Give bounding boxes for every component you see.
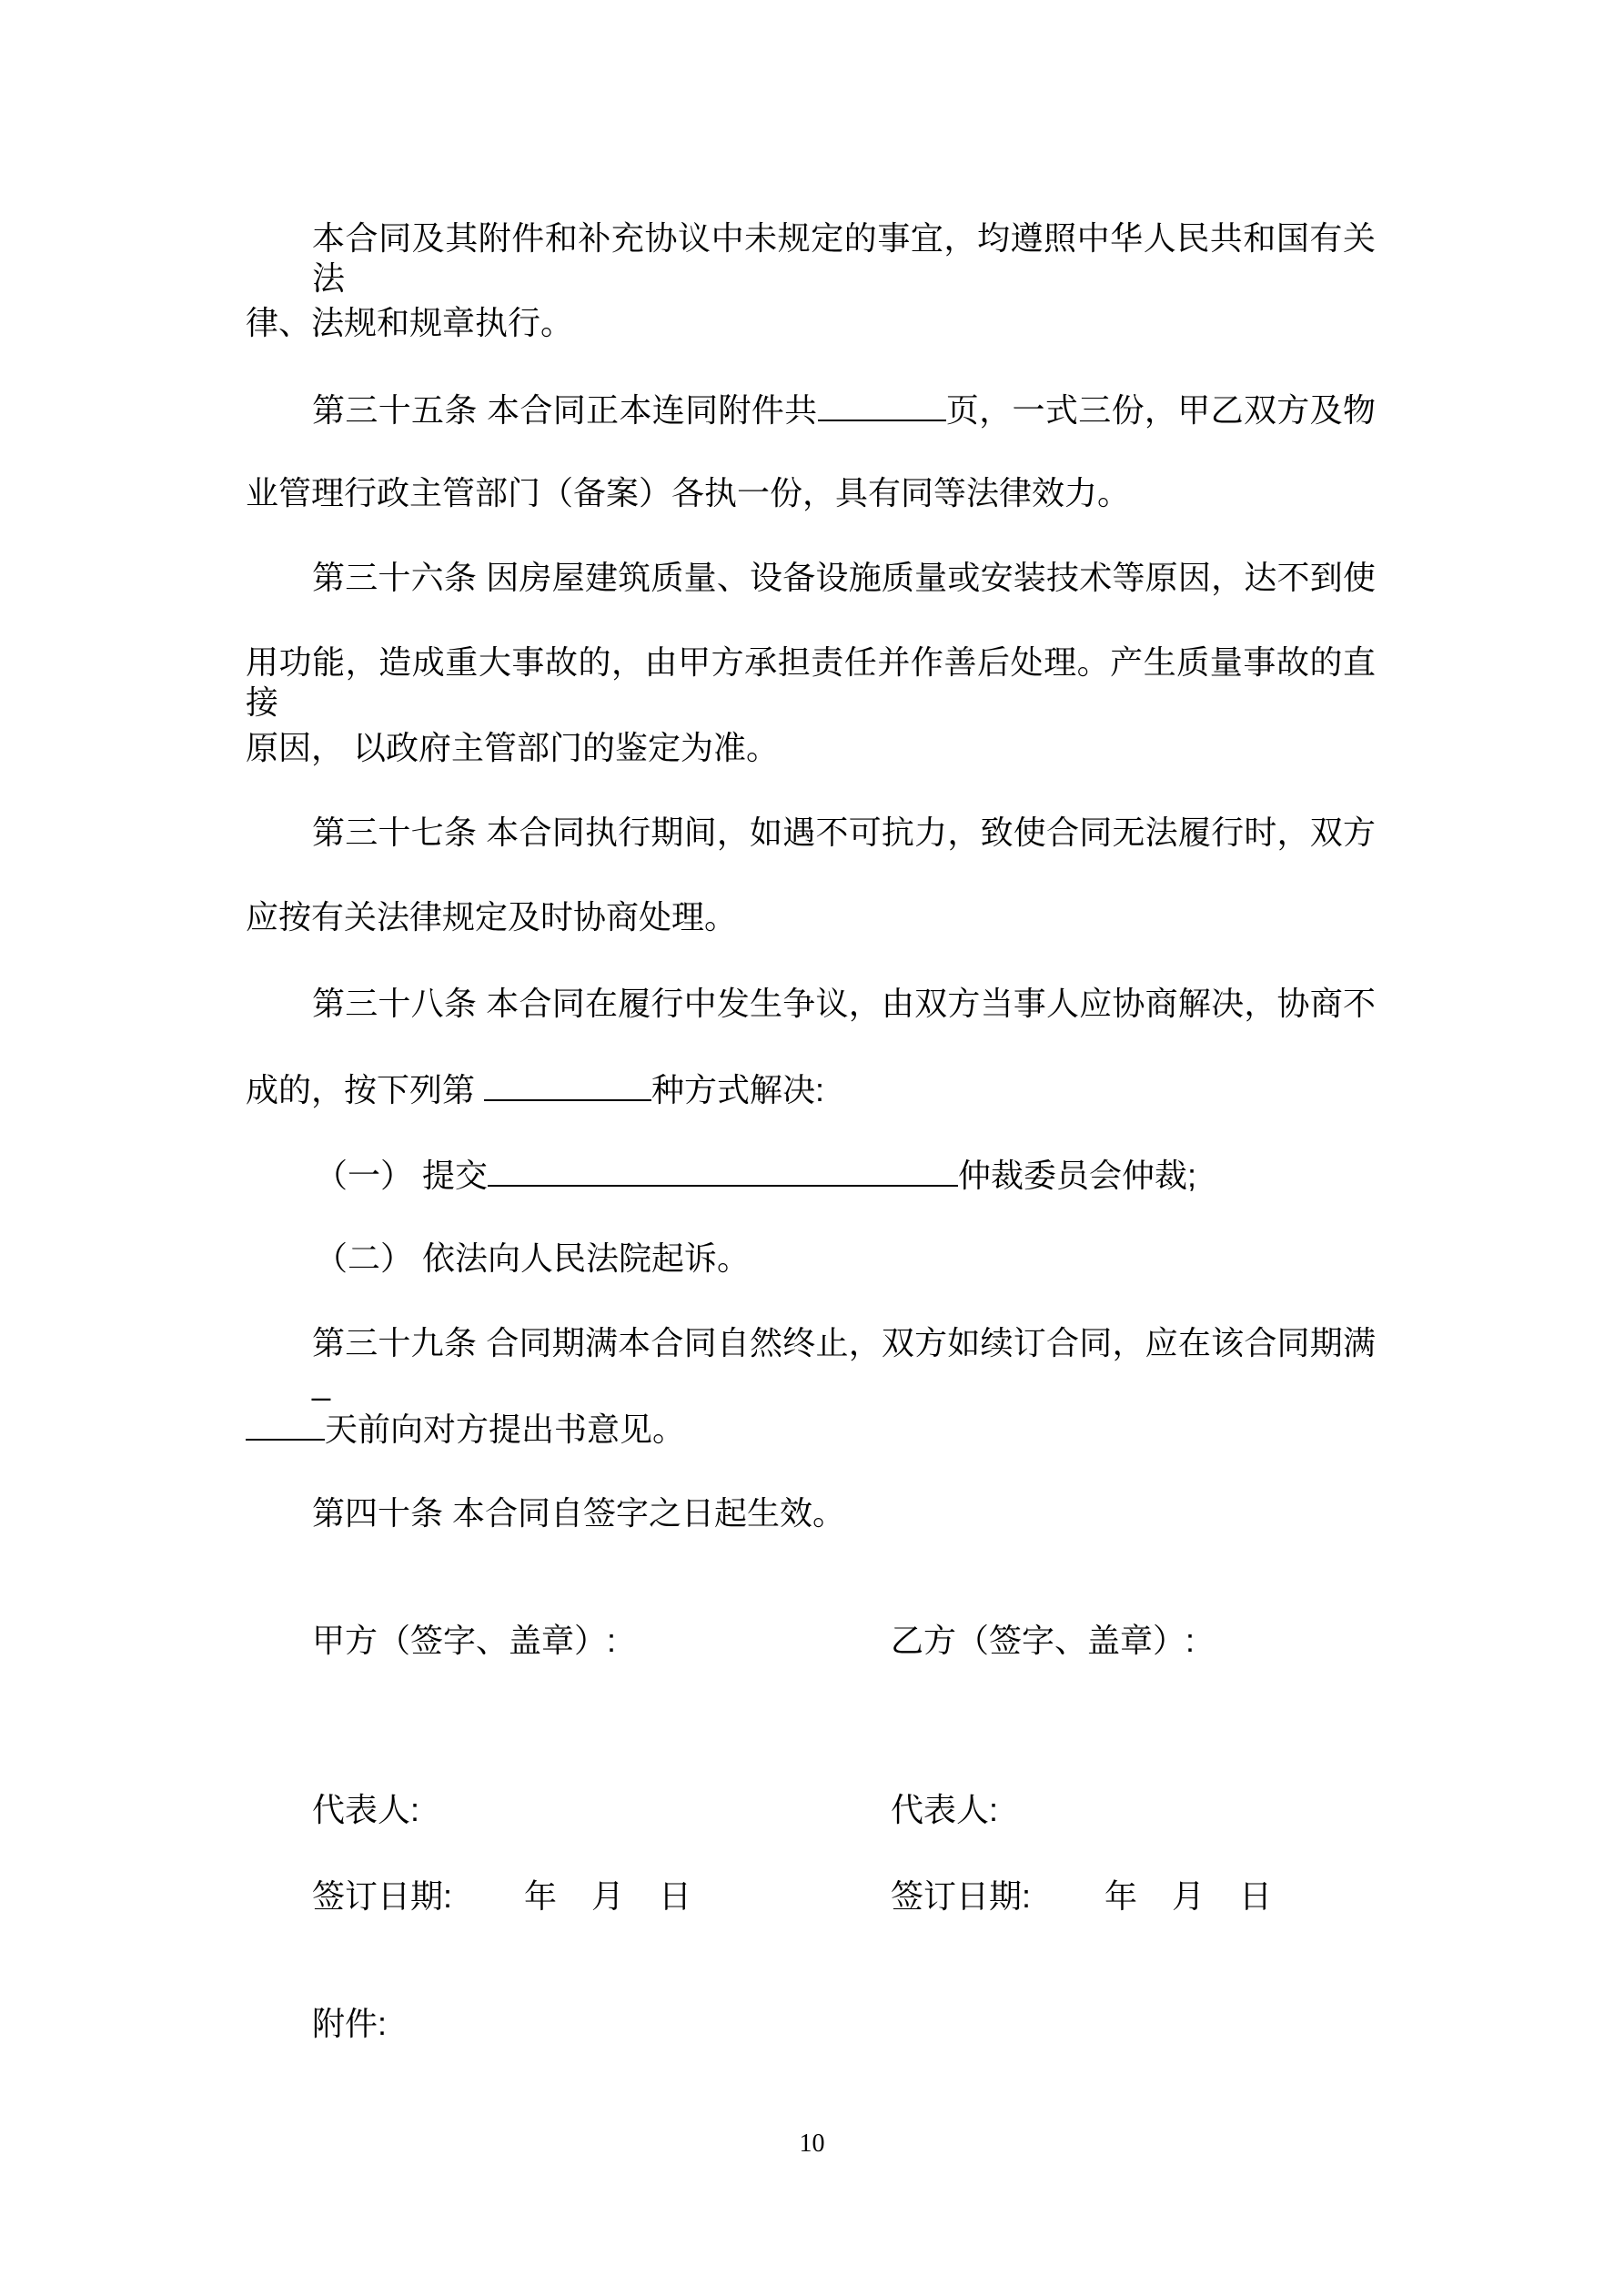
text: 天前向对方提出书意见。: [325, 1411, 686, 1448]
text: 成的，按下列第: [246, 1071, 485, 1108]
month-label: 月: [1172, 1877, 1205, 1915]
article-36-line: 第三十六条 因房屋建筑质量、设备设施质量或安装技术等原因，达不到使: [312, 559, 1376, 596]
year-label: 年: [524, 1877, 558, 1915]
article-40-line: 第四十条 本合同自签字之日起生效。: [312, 1494, 846, 1532]
days-blank: [246, 1408, 325, 1441]
party-b-label: 乙方（签字、盖章）:: [891, 1622, 1195, 1659]
party-a-label: 甲方（签字、盖章）:: [312, 1622, 617, 1659]
article-35-line: [312, 389, 1376, 430]
paragraph-line: 律、法规和规章执行。: [246, 304, 574, 341]
text: 第三十五条 本合同正本连同附件共: [312, 391, 818, 429]
party-b-representative: 代表人:: [891, 1791, 999, 1828]
paragraph-line: [246, 1068, 824, 1110]
text: （一） 提交: [315, 1157, 489, 1194]
option-2: （二） 依法向人民法院起诉。: [315, 1239, 751, 1277]
arbitration-blank: [488, 1154, 958, 1187]
party-a-date-label: 签订日期:: [312, 1877, 453, 1915]
text: 仲裁委员会仲裁;: [958, 1157, 1197, 1194]
paragraph-line: 本合同及其附件和补充协议中未规定的事宜，均遵照中华人民共和国有关法: [312, 219, 1376, 297]
year-label: 年: [1105, 1877, 1138, 1915]
option-1: [315, 1154, 1196, 1196]
day-label: 日: [1239, 1877, 1273, 1915]
page-number: 10: [799, 2129, 825, 2158]
paragraph-line: [246, 1408, 685, 1450]
paragraph-line: 业管理行政主管部门（备案）各执一份，具有同等法律效力。: [246, 474, 1131, 511]
paragraph-line: 应按有关法律规定及时协商处理。: [246, 898, 738, 936]
article-39-line: 第三十九条 合同期满本合同自然终止，双方如续订合同，应在该合同期满_: [312, 1324, 1376, 1401]
article-37-line: 第三十七条 本合同执行期间，如遇不可抗力，致使合同无法履行时，双方: [312, 814, 1376, 851]
party-a-representative: 代表人:: [312, 1791, 420, 1828]
method-blank: [484, 1068, 651, 1101]
month-label: 月: [591, 1877, 625, 1915]
text: 种方式解决:: [651, 1071, 825, 1108]
article-38-line: 第三十八条 本合同在履行中发生争议，由双方当事人应协商解决，协商不: [312, 985, 1376, 1022]
paragraph-line: 原因， 以政府主管部门的鉴定为准。: [246, 729, 780, 766]
paragraph-line: 用功能，造成重大事故的，由甲方承担责任并作善后处理。产生质量事故的直接: [246, 643, 1376, 721]
attachment-label: 附件:: [312, 2005, 388, 2042]
party-b-date-label: 签订日期:: [891, 1877, 1032, 1915]
text: 页，一式三份，甲乙双方及物: [945, 391, 1376, 429]
page-count-blank: [818, 389, 946, 421]
day-label: 日: [659, 1877, 692, 1915]
